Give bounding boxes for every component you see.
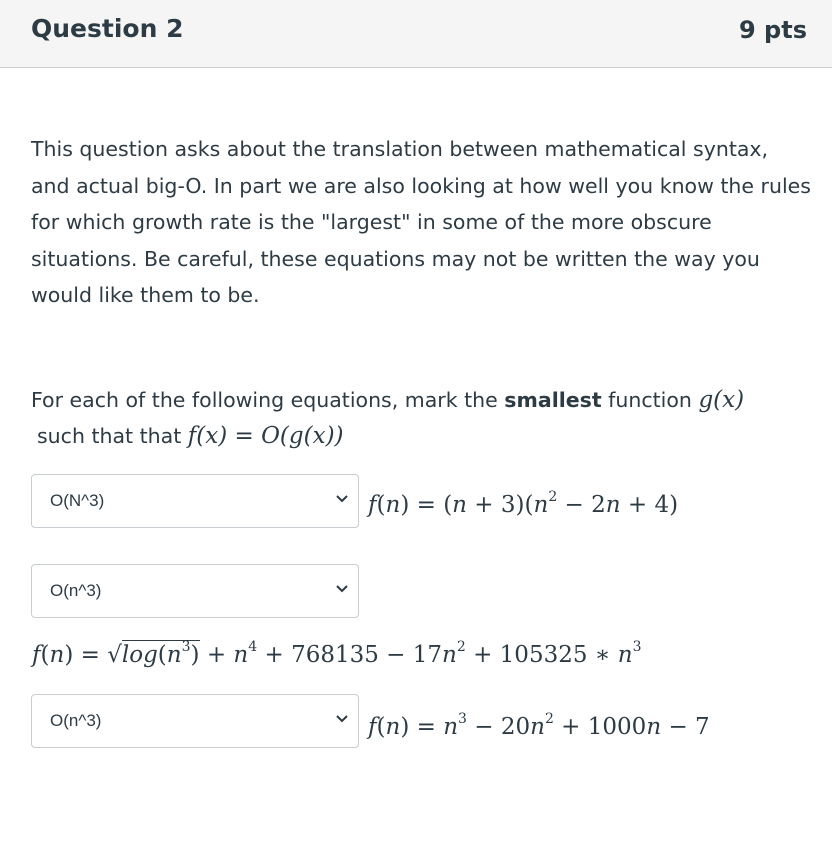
select-value: O(N^3)	[50, 491, 105, 510]
prompt-math-g: g(x)	[698, 387, 745, 413]
prompt-line2-prefix: such that that	[37, 424, 188, 448]
chevron-down-icon	[334, 579, 350, 599]
question-title: Question 2	[31, 14, 184, 43]
prompt-bold: smallest	[504, 388, 602, 412]
chevron-down-icon	[334, 489, 350, 509]
question-intro: This question asks about the translation between mathematical syntax, and actual big-O. In part we are also looking at how well you know the rules for which growth rate is the "largest" in some of the more obscure situations. Be careful, these equations may not be written the way you would like them to be.	[31, 137, 811, 307]
answer-select-2[interactable]	[31, 564, 359, 618]
equation-1: $f(n) = (n + 3)(n^2 - 2n + 4)$	[368, 489, 679, 518]
prompt-prefix: For each of the following equations, mark the	[31, 388, 505, 412]
question-header	[0, 0, 832, 68]
select-value: O(n^3)	[50, 711, 102, 730]
equation-2: $f(n) = √\log(n^3) + n^4 + 768135 - 17n^2 + 105325$ ∗ $n^3$	[32, 639, 642, 668]
answer-select-1[interactable]	[31, 474, 359, 528]
chevron-down-icon	[334, 709, 350, 729]
select-value: O(n^3)	[50, 581, 102, 600]
question-points: 9 pts	[739, 16, 807, 44]
equation-3: $f(n) = n^3 - 20n^2 + 1000n - 7$	[368, 711, 710, 740]
prompt-math-f: f(x) = O(g(x))	[187, 423, 344, 449]
prompt-suffix: function	[601, 388, 699, 412]
answer-select-3[interactable]	[31, 694, 359, 748]
question-prompt	[31, 382, 811, 454]
